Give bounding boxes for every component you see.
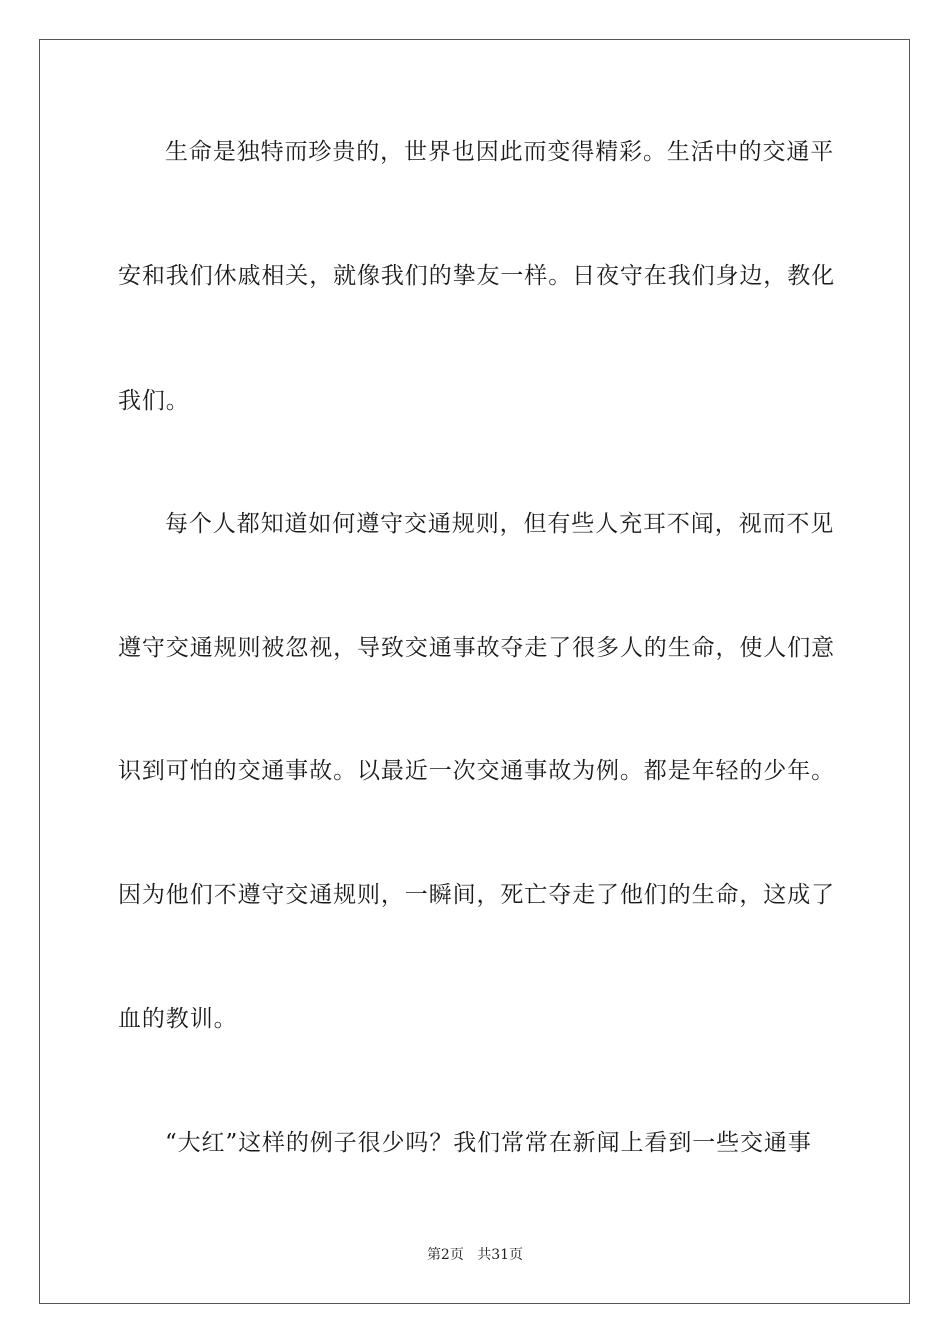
total-pages: 共31页 <box>477 1247 524 1263</box>
paragraph-line: 遵守交通规则被忽视，导致交通事故夺走了很多人的生命，使人们意 <box>118 635 835 661</box>
paragraph-line: “大红”这样的例子很少吗？我们常常在新闻上看到一些交通事 <box>165 1130 812 1156</box>
paragraph-line: 血的教训。 <box>118 1006 238 1032</box>
page-frame <box>39 39 910 1304</box>
paragraph-line: 我们。 <box>118 388 190 414</box>
paragraph-line: 安和我们休戚相关，就像我们的挚友一样。日夜守在我们身边，教化 <box>118 263 835 289</box>
paragraph-line: 识到可怕的交通事故。以最近一次交通事故为例。都是年轻的少年。 <box>118 758 835 784</box>
paragraph-line: 因为他们不遵守交通规则，一瞬间，死亡夺走了他们的生命，这成了 <box>118 882 835 908</box>
paragraph-line: 每个人都知道如何遵守交通规则，但有些人充耳不闻，视而不见 <box>165 511 835 537</box>
page-footer <box>0 1246 950 1264</box>
paragraph-line: 生命是独特而珍贵的，世界也因此而变得精彩。生活中的交通平 <box>165 139 835 165</box>
page-number: 第2页 <box>426 1247 464 1263</box>
